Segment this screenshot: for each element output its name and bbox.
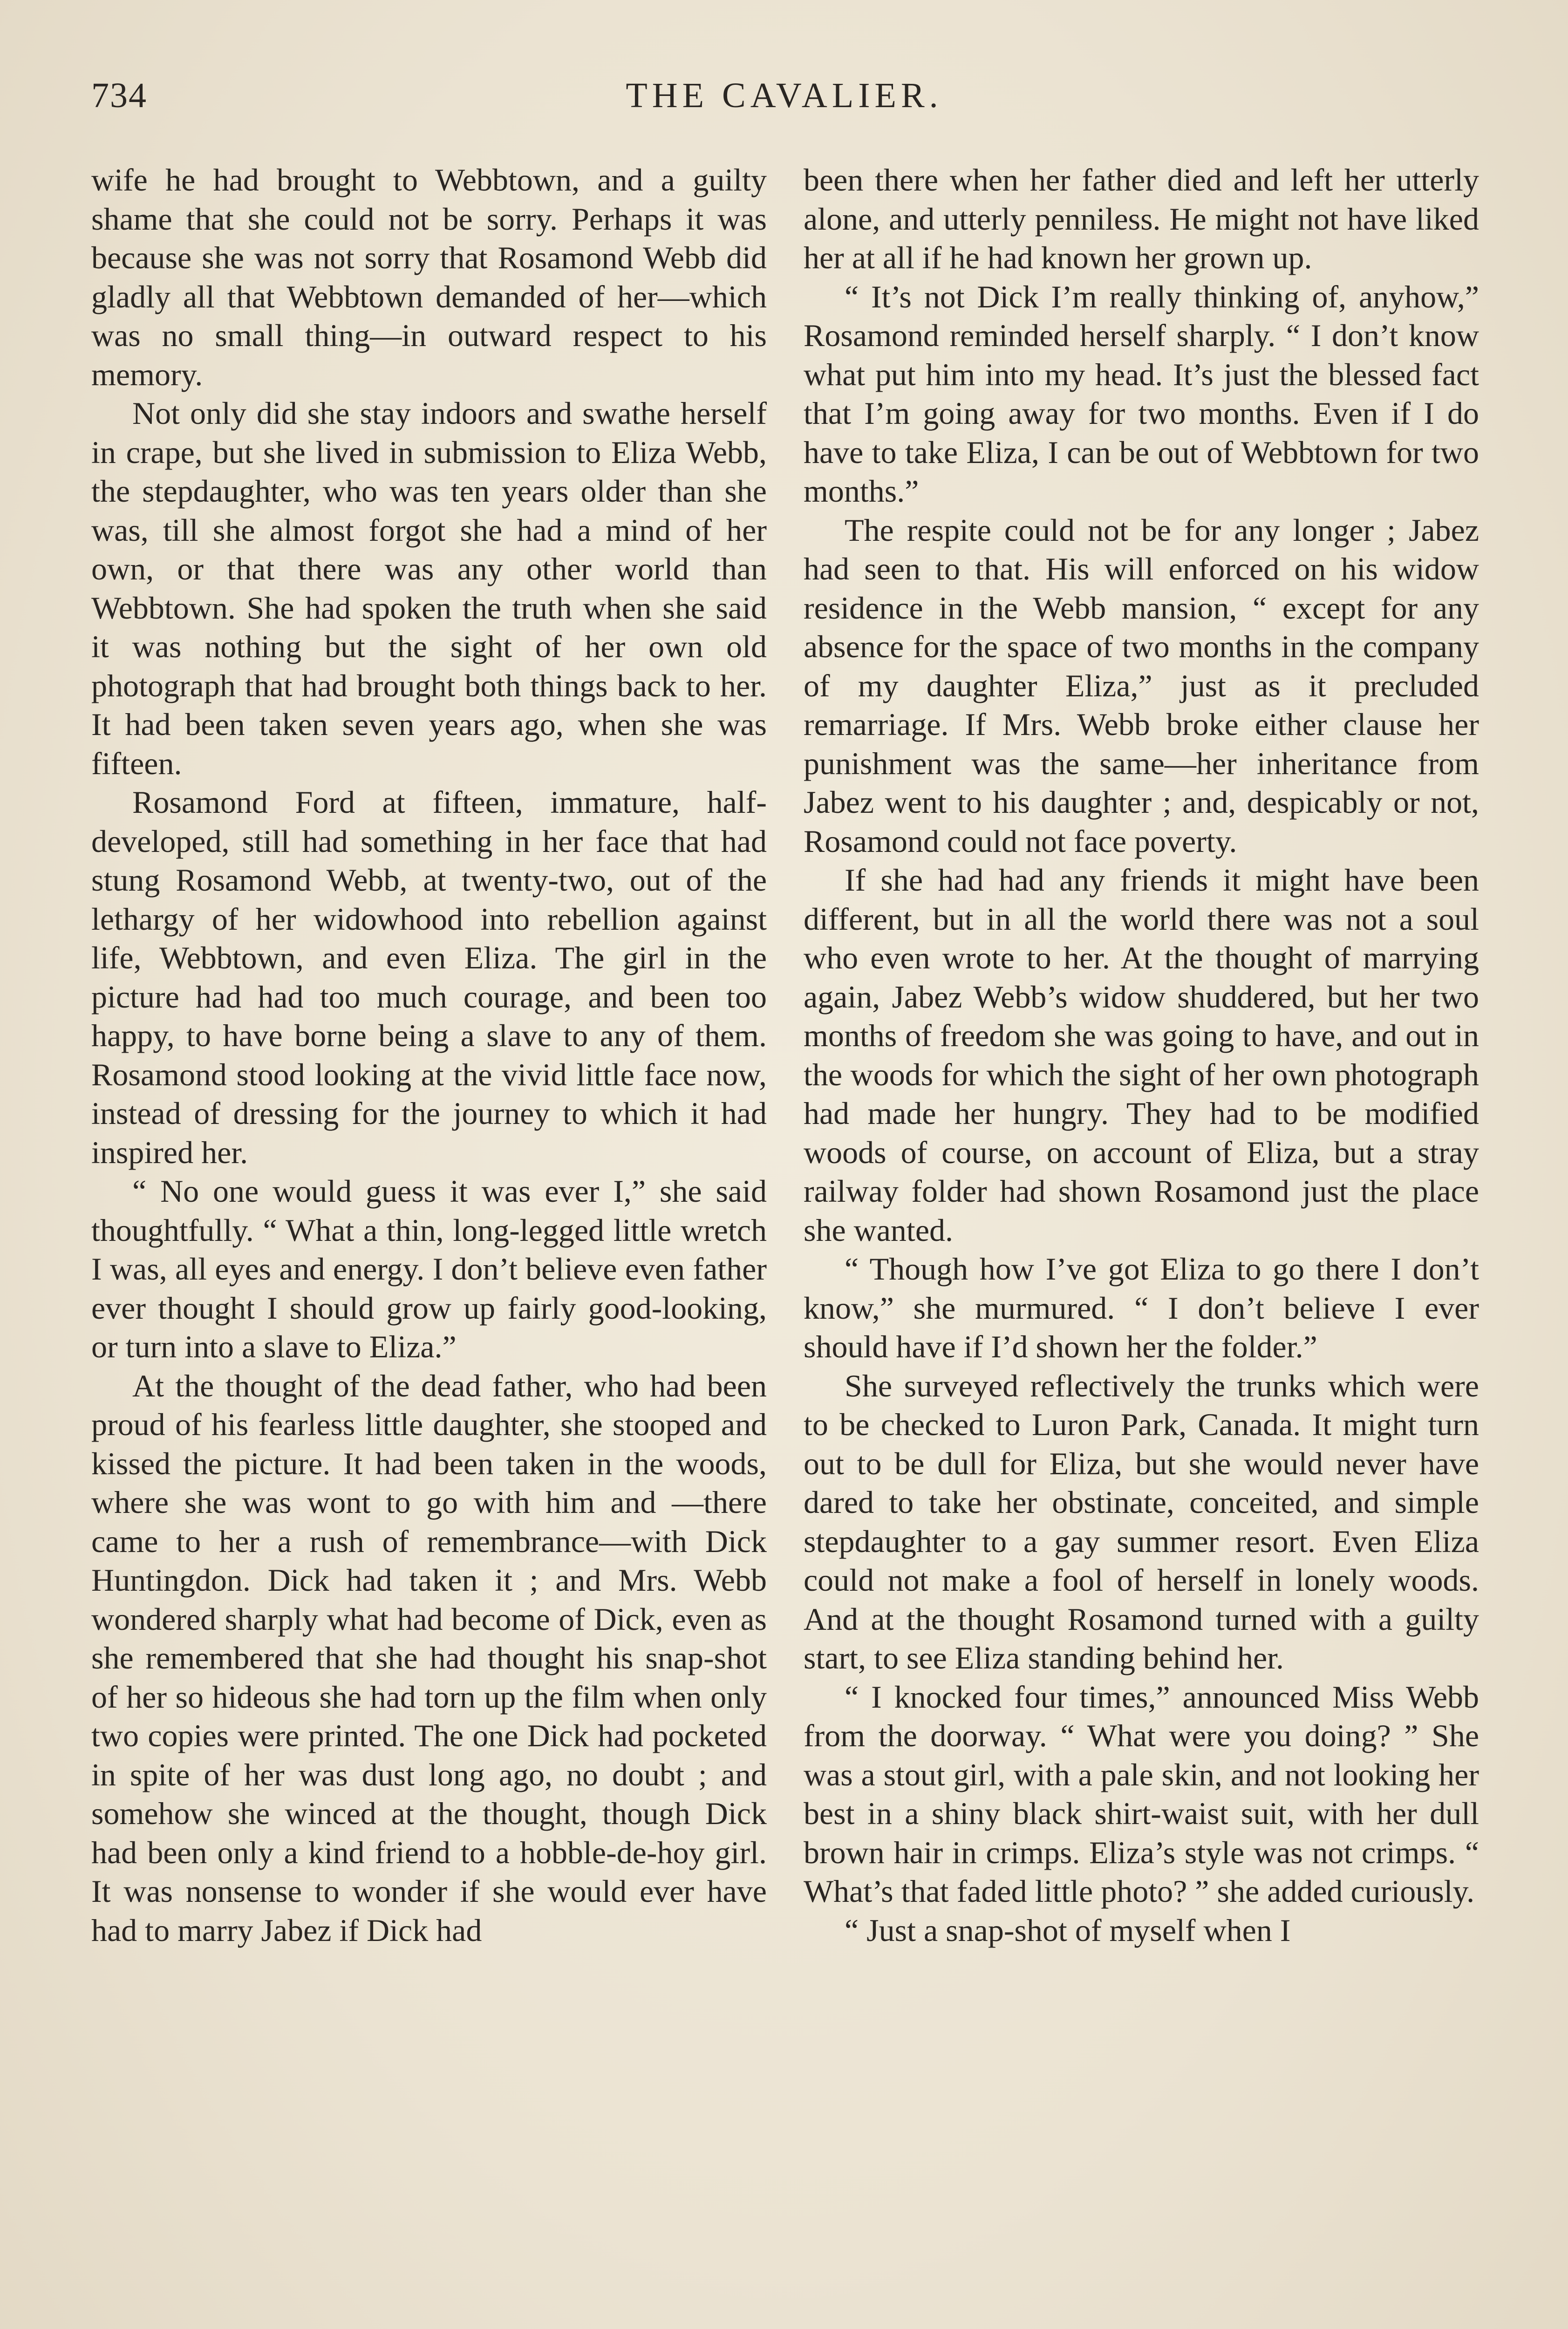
paragraph: “ It’s not Dick I’m really thinking of, anyhow,” Rosamond reminded herself sharply. “ I don’t know what put him into my head. It’s just the blessed fact that I’m going away for two months. Even if I do have to take Eliza, I can be out of Webbtown for two months.” xyxy=(804,279,1479,509)
paragraph: “ I knocked four times,” announced Miss Webb from the doorway. “ What were you doing? ” She was a stout girl, with a pale skin, and not looking her best in a shiny black shirt-waist suit, with her dull brown hair in crimps. Eliza’s style was not crimps. “ What’s that faded little photo? ” she added curiously. xyxy=(804,1679,1479,1909)
right-column xyxy=(804,161,1479,2329)
paragraph: “ Though how I’ve got Eliza to go there I don’t know,” she murmured. “ I don’t believe I ever should have if I’d shown her the folder.” xyxy=(804,1251,1479,1364)
page-header xyxy=(91,70,1477,130)
paragraph: Not only did she stay indoors and swathe herself in crape, but she lived in submission to Eliza Webb, the stepdaughter, who was ten years older than she was, till she almost forgot she had a mind of her own, or that there was any other world than Webbtown. She had spoken the truth when she said it was nothing but the sight of her own old photograph that had brought both things back to her. It had been taken seven years ago, when she was fifteen. xyxy=(91,395,767,781)
paragraph: At the thought of the dead father, who had been proud of his fearless little daughter, she stooped and kissed the picture. It had been taken in the woods, where she was wont to go with him and —there came to her a rush of remembrance—with Dick Huntingdon. Dick had taken it ; and Mrs. Webb wondered sharply what had become of Dick, even as she remembered that she had thought his snap-shot of her so hideous she had torn up the film when only two copies were printed. The one Dick had pocketed in spite of her was dust long ago, no doubt ; and somehow she winced at the thought, though Dick had been only a kind friend to a hobble-de-hoy girl. It was nonsense to wonder if she would ever have had to marry Jabez if Dick had xyxy=(91,1368,767,1948)
paragraph: If she had had any friends it might have been different, but in all the world there was not a soul who even wrote to her. At the thought of marrying again, Jabez Webb’s widow shuddered, but her two months of freedom she was going to have, and out in the woods for which the sight of her own photograph had made her hungry. They had to be modified woods of course, on account of Eliza, but a stray railway folder had shown Rosamond just the place she wanted. xyxy=(804,862,1479,1248)
paragraph: The respite could not be for any longer ; Jabez had seen to that. His will enforced on his widow residence in the Webb mansion, “ except for any absence for the space of two months in the company of my daughter Eliza,” just as it precluded remarriage. If Mrs. Webb broke either clause her punishment was the same—her inheritance from Jabez went to his daughter ; and, despicably or not, Rosamond could not face poverty. xyxy=(804,512,1479,859)
left-column xyxy=(91,161,767,2329)
paragraph: “ No one would guess it was ever I,” she said thoughtfully. “ What a thin, long-legged little wretch I was, all eyes and energy. I don’t believe even father ever thought I should grow up fairly good-looking, or turn into a slave to Eliza.” xyxy=(91,1173,767,1364)
running-title: THE CAVALIER. xyxy=(626,76,943,115)
paragraph: She surveyed reflectively the trunks which were to be checked to Luron Park, Canada. It might turn out to be dull for Eliza, but she would never have dared to take her obstinate, conceited, and simple stepdaughter to a gay summer resort. Even Eliza could not make a fool of herself in lonely woods. And at the thought Rosamond turned with a guilty start, to see Eliza standing behind her. xyxy=(804,1368,1479,1675)
paragraph: “ Just a snap-shot of myself when I xyxy=(845,1912,1291,1948)
page-number: 734 xyxy=(91,76,147,115)
paragraph: Rosamond Ford at fifteen, immature, half-developed, still had something in her face that had stung Rosamond Webb, at twenty-two, out of the lethargy of her widowhood into rebellion against life, Webbtown, and even Eliza. The girl in the picture had had too much courage, and been too happy, to have borne being a slave to any of them. Rosamond stood looking at the vivid little face now, instead of dressing for the journey to which it had inspired her. xyxy=(91,784,767,1170)
paragraph: wife he had brought to Webbtown, and a guilty shame that she could not be sorry. Perhaps it was because she was not sorry that Rosamond Webb did gladly all that Webbtown demanded of her—which was no small thing—in outward respect to his memory. xyxy=(91,162,767,392)
paragraph: been there when her father died and left her utterly alone, and utterly penniless. He might not have liked her at all if he had known her grown up. xyxy=(804,162,1479,275)
